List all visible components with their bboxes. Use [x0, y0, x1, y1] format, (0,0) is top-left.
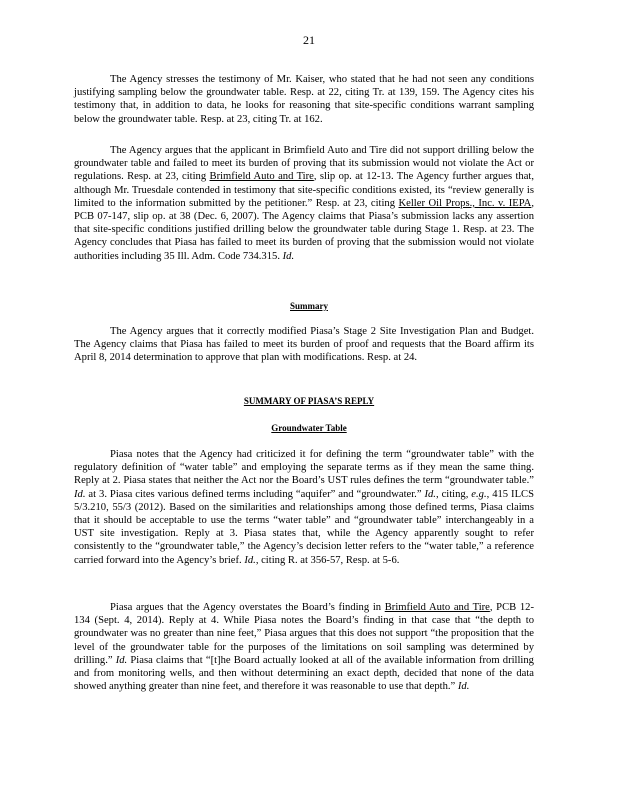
subsection-heading-groundwater-table: [0, 423, 618, 433]
text-run: , slip op. at 12-13. The Agency further argues that, although Mr. Truesdale contended in testimony that site-specific conditions existed, its “review generally is limited to the information submitted by the petitioner.” Resp. at 23, citing: [74, 171, 535, 209]
text-run: Piasa argues that the Agency overstates the Board’s finding in: [110, 602, 385, 613]
id-citation: Id.: [457, 681, 470, 693]
paragraph-text: The Agency stresses the testimony of Mr. Kaiser, who stated that he had not seen any conditions justifying sampling below the groundwater table. Resp. at 22, citing Tr. at 139, 159. The Agency cites his testimony that, in addition to data, he looks for reasoning that site-specific conditions warrant sampling below the groundwater table. Resp. at 23, citing Tr. at 162.: [74, 74, 534, 125]
case-citation-brimfield: Brimfield Auto and Tire: [384, 602, 490, 613]
text-run: Piasa notes that the Agency had criticized it for defining the term “groundwater table” with the regulatory definition of “water table” and employing the separate terms as if they mean the same thing. Reply at 2. Piasa states that neither the Act nor the Board’s UST rules defines the term “groundwater table.”: [74, 449, 534, 487]
heading-text: Groundwater Table: [271, 423, 347, 433]
id-citation: Id.: [244, 554, 256, 566]
page-number: 21: [303, 33, 315, 47]
paragraph-kaiser-testimony: [74, 73, 534, 126]
heading-text: SUMMARY OF PIASA’S REPLY: [243, 396, 375, 406]
text-run: , citing,: [435, 488, 472, 500]
paragraph-brimfield-argument: [74, 144, 534, 263]
text-run: , 415 ILCS 5/3.210, 55/3 (2012). Based on the similarities and relationships among those defined terms, Piasa claims that it should be acceptable to use the terms “water table” and “groundwater table” interchangeably in a UST site investigation. Reply at 3. Piasa states that, while the Agency apparently sought to refer consistently to the “groundwater table,” the Agency’s decision letter refers to the “water table,” a reference carried forward into the Agency’s brief.: [74, 488, 534, 566]
paragraph-groundwater-definition: [74, 448, 534, 567]
id-citation: Id.: [424, 488, 436, 500]
case-citation-keller: Keller Oil Props., Inc. v. IEPA: [398, 197, 532, 209]
text-run: , PCB 07-147, slip op. at 38 (Dec. 6, 2007). The Agency claims that Piasa’s submission lacks any assertion that site-specific conditions justified drilling below the groundwater table during Stage 1. Resp. at 23. The Agency concludes that Piasa has failed to meet its burden of proving that the submission would not violate authorities including 35 Ill. Adm. Code 734.315.: [74, 197, 534, 262]
text-run: at 3. Piasa cites various defined terms including “aquifer” and “groundwater.”: [85, 488, 425, 500]
section-heading-reply: [0, 396, 618, 406]
id-citation: Id.: [115, 654, 128, 666]
heading-text: Summary: [290, 301, 328, 311]
text-run: , citing R. at 356-57, Resp. at 5-6.: [255, 554, 400, 566]
paragraph-text: The Agency argues that it correctly modified Piasa’s Stage 2 Site Investigation Plan and Budget. The Agency claims that Piasa has failed to meet its burden of proof and requests that the Board affirm its April 8, 2014 determination to approve that plan with modifications. Resp. at 24.: [74, 326, 534, 364]
id-citation: Id.: [74, 488, 86, 500]
text-run: Piasa claims that “[t]he Board actually looked at all of the available information from drilling and from monitoring wells, and then without determining an exact depth, decided that none of the data showed anything greater than nine feet, and therefore it was reasonable to use that depth.”: [74, 654, 534, 693]
eg-signal: e.g.: [471, 488, 487, 500]
paragraph-brimfield-finding: [74, 601, 534, 693]
paragraph-summary: [74, 325, 534, 365]
case-citation-brimfield: Brimfield Auto and Tire: [209, 171, 314, 183]
id-citation: Id.: [282, 250, 295, 262]
section-heading-summary: [0, 301, 618, 311]
text-run: The Agency argues that the applicant in Brimfield Auto and Tire did not support drilling below the groundwater table and failed to meet its burden of proving that its submission would not violate the Act or regulations. Resp. at 23, citing: [74, 145, 534, 183]
text-run: , PCB 12-134 (Sept. 4, 2014). Reply at 4. While Piasa notes the Board’s finding in that case that “the depth to groundwater was no greater than nine feet,” Piasa argues that this does not support “the proposition that the level of the groundwater table for the purposes of the limitations on soil sampling was determined by drilling.”: [74, 602, 534, 666]
